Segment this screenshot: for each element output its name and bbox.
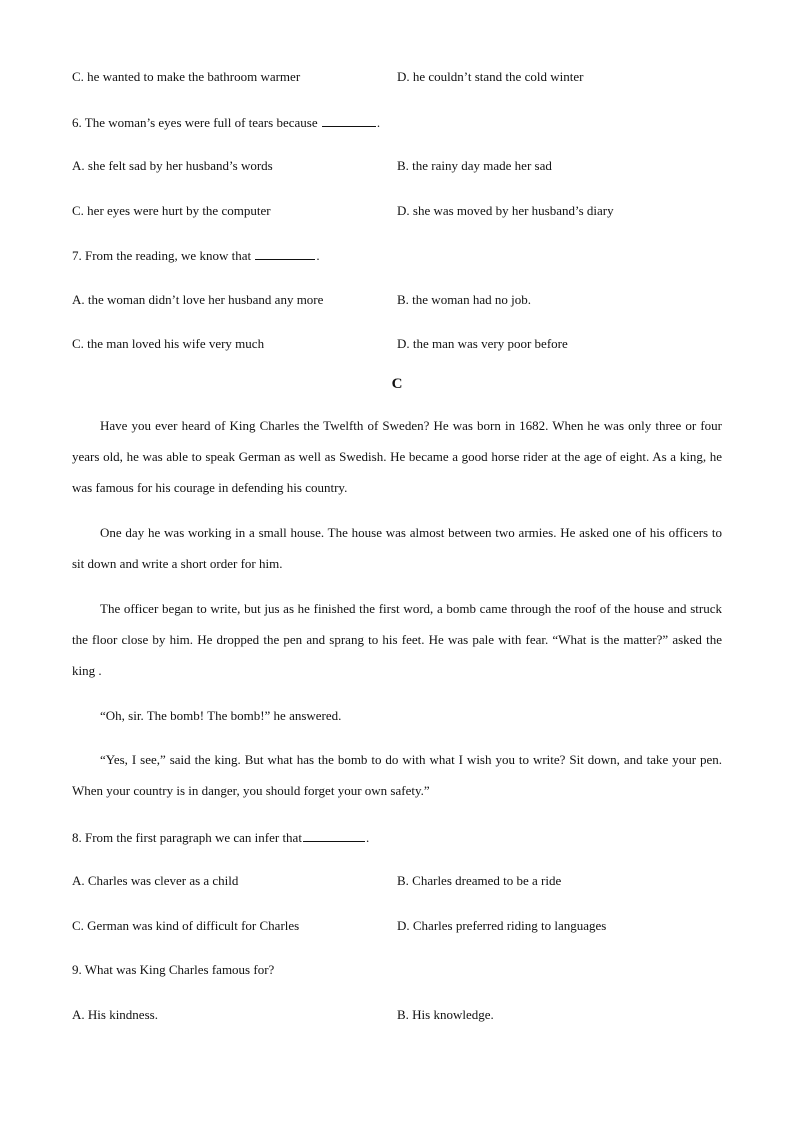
q8-stem — [72, 829, 369, 846]
q9-option-a[interactable]: A. His kindness. — [72, 1007, 158, 1022]
paragraph-2-text: One day he was working in a small house. The house was almost between two armies. He asked one of his officers to sit down and write a short order for him. — [72, 525, 722, 571]
q7-stem — [72, 247, 320, 264]
q6-stem-end: . — [376, 115, 381, 130]
q8-answer-blank[interactable] — [303, 829, 365, 842]
q7-answer-blank[interactable] — [255, 247, 315, 260]
paragraph-3-text: The officer began to write, but jus as he finished the first word, a bomb came through the roof of the house and struck the floor close by him. He dropped the pen and sprang to his feet. He was pale with fear. “What is the matter?” asked the king . — [72, 601, 722, 678]
q7-stem-text: 7. From the reading, we know that — [72, 248, 252, 263]
q7-option-d[interactable]: D. the man was very poor before — [397, 336, 568, 351]
q8-stem-text: 8. From the first paragraph we can infer that — [72, 830, 302, 845]
q6-option-a[interactable]: A. she felt sad by her husband’s words — [72, 158, 273, 173]
passage-c-paragraph-1 — [72, 410, 722, 503]
passage-c-paragraph-5 — [72, 744, 722, 806]
q6-option-c[interactable]: C. her eyes were hurt by the computer — [72, 203, 271, 218]
q6-stem — [72, 114, 380, 131]
q8-option-d[interactable]: D. Charles preferred riding to languages — [397, 918, 607, 933]
q6-stem-text: 6. The woman’s eyes were full of tears because — [72, 115, 318, 130]
q8-option-a[interactable]: A. Charles was clever as a child — [72, 873, 239, 888]
q8-stem-end: . — [365, 830, 370, 845]
passage-c-paragraph-4 — [72, 700, 722, 731]
paragraph-4-text: “Oh, sir. The bomb! The bomb!” he answered. — [100, 708, 342, 723]
section-c-heading: C — [391, 376, 403, 392]
passage-c-paragraph-3 — [72, 593, 722, 686]
q7-option-a[interactable]: A. the woman didn’t love her husband any more — [72, 292, 324, 307]
q8-option-c[interactable]: C. German was kind of difficult for Charles — [72, 918, 300, 933]
q8-option-b[interactable]: B. Charles dreamed to be a ride — [397, 873, 562, 888]
paragraph-1-text: Have you ever heard of King Charles the Twelfth of Sweden? He was born in 1682. When he was only three or four years old, he was able to speak German as well as Swedish. He became a good horse rider at the age of eight. As a king, he was famous for his courage in defending his country. — [72, 418, 722, 495]
q6-option-b[interactable]: B. the rainy day made her sad — [397, 158, 552, 173]
q5-option-c[interactable]: C. he wanted to make the bathroom warmer — [72, 69, 301, 84]
passage-c-paragraph-2 — [72, 517, 722, 579]
q6-option-d[interactable]: D. she was moved by her husband’s diary — [397, 203, 614, 218]
q9-option-b[interactable]: B. His knowledge. — [397, 1007, 494, 1022]
q7-option-b[interactable]: B. the woman had no job. — [397, 292, 531, 307]
q7-option-c[interactable]: C. the man loved his wife very much — [72, 336, 265, 351]
q5-option-d[interactable]: D. he couldn’t stand the cold winter — [397, 69, 584, 84]
q9-stem: 9. What was King Charles famous for? — [72, 962, 275, 977]
paragraph-5-text: “Yes, I see,” said the king. But what has the bomb to do with what I wish you to write? Sit down, and take your pen. When your country is in danger, you should forget your own safety.” — [72, 752, 722, 798]
q7-stem-end: . — [316, 248, 320, 263]
q6-answer-blank[interactable] — [322, 114, 376, 127]
